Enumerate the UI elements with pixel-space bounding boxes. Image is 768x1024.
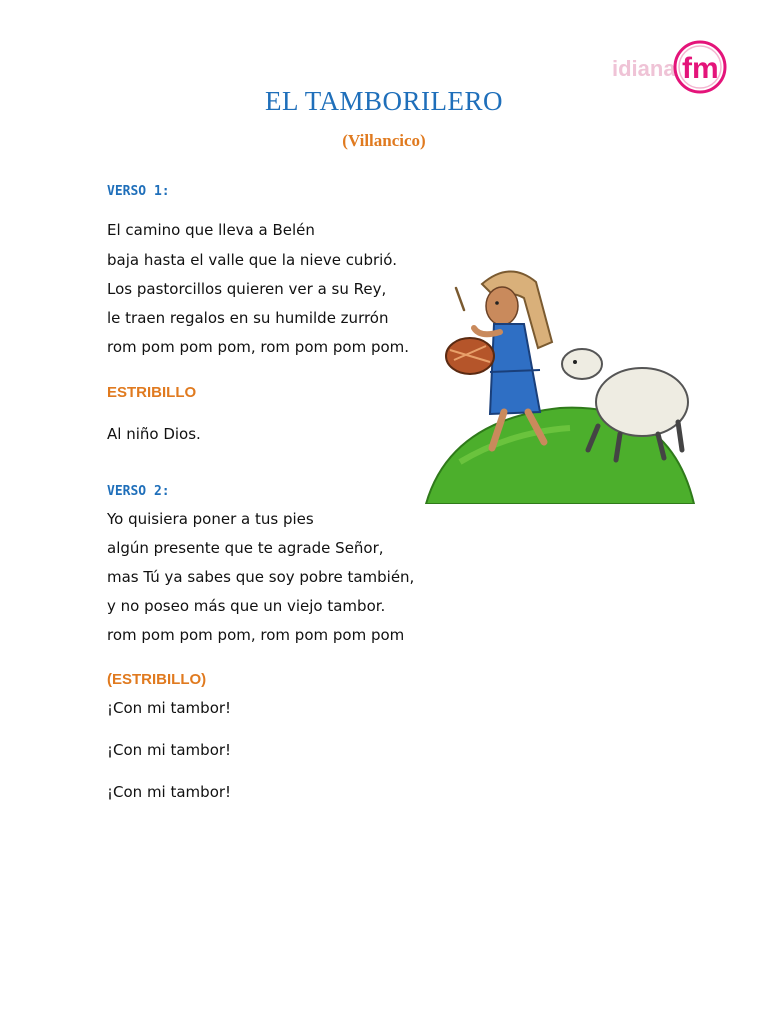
verse-1-heading: VERSO 1: bbox=[107, 184, 170, 199]
verse-2-heading: VERSO 2: bbox=[107, 484, 170, 499]
verse-2-line: algún presente que te agrade Señor, bbox=[107, 539, 384, 557]
chorus-1-line: Al niño Dios. bbox=[107, 425, 201, 443]
shepherd-boy-icon bbox=[446, 271, 552, 448]
shepherd-illustration bbox=[420, 262, 700, 504]
logo-brand-text: idiana bbox=[612, 56, 676, 81]
verse-2-line: Yo quisiera poner a tus pies bbox=[107, 510, 314, 528]
chorus-2-line: ¡Con mi tambor! bbox=[107, 741, 232, 759]
page-subtitle: (Villancico) bbox=[342, 131, 426, 150]
verse-1-line: baja hasta el valle que la nieve cubrió. bbox=[107, 251, 397, 269]
verse-2-line: rom pom pom pom, rom pom pom pom bbox=[107, 626, 405, 644]
verse-1-line: rom pom pom pom, rom pom pom pom. bbox=[107, 338, 410, 356]
verse-1-line: El camino que lleva a Belén bbox=[107, 221, 315, 239]
chorus-2-line: ¡Con mi tambor! bbox=[107, 783, 232, 801]
chorus-2-line: ¡Con mi tambor! bbox=[107, 699, 232, 717]
logo-fm-text: fm bbox=[682, 52, 719, 85]
verse-1-line: Los pastorcillos quieren ver a su Rey, bbox=[107, 280, 387, 298]
page-title: EL TAMBORILERO bbox=[264, 86, 504, 116]
chorus-2-heading: (ESTRIBILLO) bbox=[107, 671, 207, 688]
verse-2-line: mas Tú ya sabes que soy pobre también, bbox=[107, 568, 415, 586]
verse-2-line: y no poseo más que un viejo tambor. bbox=[107, 597, 386, 615]
verse-1-line: le traen regalos en su humilde zurrón bbox=[107, 309, 389, 327]
chorus-1-heading: ESTRIBILLO bbox=[107, 384, 197, 401]
